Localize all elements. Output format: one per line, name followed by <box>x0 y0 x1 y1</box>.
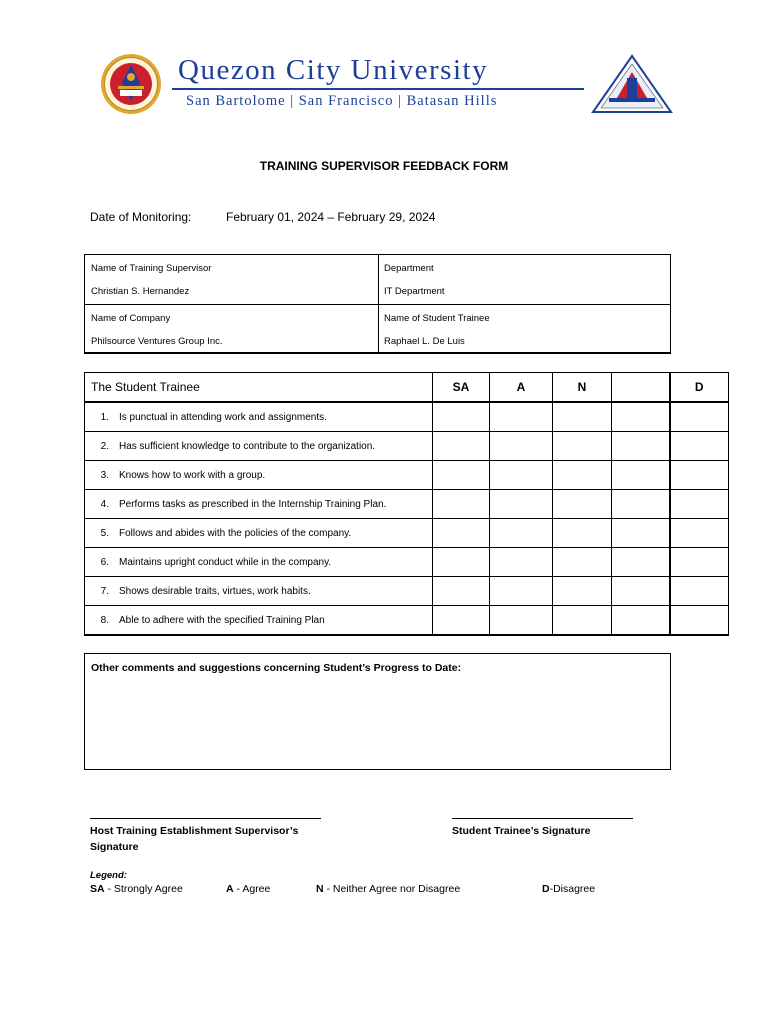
rating-cell-blank[interactable] <box>612 490 670 519</box>
campus-list: San Bartolome | San Francisco | Batasan Hills <box>186 93 498 109</box>
rating-cell-blank[interactable] <box>612 519 670 548</box>
rating-cell-blank[interactable] <box>612 432 670 461</box>
criterion-cell <box>85 577 433 606</box>
rating-cell-d[interactable] <box>670 519 729 548</box>
legend-title: Legend: <box>90 870 127 881</box>
column-header-n: N <box>553 373 612 403</box>
legend-item-a <box>226 883 270 895</box>
rating-cell-a[interactable] <box>490 519 553 548</box>
rating-cell-d[interactable] <box>670 548 729 577</box>
legend-text: -Disagree <box>549 883 596 895</box>
criterion-cell <box>85 606 433 636</box>
criterion-text: Knows how to work with a group. <box>119 469 266 481</box>
criterion-text: Performs tasks as prescribed in the Internship Training Plan. <box>119 498 387 510</box>
table-row <box>85 432 729 461</box>
rating-cell-n[interactable] <box>553 432 612 461</box>
rating-cell-a[interactable] <box>490 577 553 606</box>
rating-cell-blank[interactable] <box>612 548 670 577</box>
rating-cell-d[interactable] <box>670 606 729 636</box>
rating-cell-sa[interactable] <box>433 577 490 606</box>
table-row <box>85 461 729 490</box>
rating-cell-n[interactable] <box>553 548 612 577</box>
table-row <box>85 490 729 519</box>
legend-code: A <box>226 883 234 895</box>
column-header-d: D <box>670 373 729 403</box>
rating-cell-d[interactable] <box>670 461 729 490</box>
legend-text: - Neither Agree nor Disagree <box>323 883 461 895</box>
evaluation-header-label: The Student Trainee <box>85 373 433 403</box>
table-row <box>85 402 729 432</box>
criterion-cell <box>85 402 433 432</box>
quezon-city-seal-logo <box>591 54 673 114</box>
header-rule <box>172 88 584 90</box>
trainee-value: Raphael L. De Luis <box>384 336 465 347</box>
rating-cell-n[interactable] <box>553 519 612 548</box>
rating-cell-sa[interactable] <box>433 461 490 490</box>
rating-cell-blank[interactable] <box>612 606 670 636</box>
department-value: IT Department <box>384 286 445 297</box>
department-label: Department <box>384 263 434 274</box>
criterion-cell <box>85 519 433 548</box>
info-table <box>84 254 671 354</box>
criterion-number: 3. <box>100 469 109 481</box>
criterion-cell <box>85 548 433 577</box>
criterion-cell <box>85 490 433 519</box>
criterion-text: Able to adhere with the specified Training Plan <box>119 614 325 626</box>
criterion-number: 1. <box>100 411 109 423</box>
legend-code: D <box>542 883 550 895</box>
criterion-text: Follows and abides with the policies of the company. <box>119 527 352 539</box>
rating-cell-a[interactable] <box>490 490 553 519</box>
supervisor-label: Name of Training Supervisor <box>91 263 212 274</box>
criterion-text: Is punctual in attending work and assignments. <box>119 411 327 423</box>
criterion-number: 8. <box>100 614 109 626</box>
criterion-number: 5. <box>100 527 109 539</box>
rating-cell-a[interactable] <box>490 606 553 636</box>
rating-cell-a[interactable] <box>490 548 553 577</box>
trainee-signature-label: Student Trainee’s Signature <box>452 825 591 837</box>
date-of-monitoring-label: Date of Monitoring: <box>90 210 192 224</box>
criterion-text: Shows desirable traits, virtues, work habits. <box>119 585 311 597</box>
criterion-text: Maintains upright conduct while in the company. <box>119 556 332 568</box>
column-header-blank <box>612 373 670 403</box>
criterion-cell <box>85 432 433 461</box>
trainee-label: Name of Student Trainee <box>384 313 490 324</box>
criterion-text: Has sufficient knowledge to contribute to the organization. <box>119 440 376 452</box>
comments-box[interactable] <box>84 653 671 770</box>
criterion-cell <box>85 461 433 490</box>
table-row <box>85 548 729 577</box>
legend-text: - Strongly Agree <box>104 883 183 895</box>
rating-cell-d[interactable] <box>670 577 729 606</box>
rating-cell-n[interactable] <box>553 461 612 490</box>
form-title: TRAINING SUPERVISOR FEEDBACK FORM <box>259 159 509 173</box>
qcu-seal-logo <box>100 53 162 115</box>
rating-cell-blank[interactable] <box>612 402 670 432</box>
criterion-number: 7. <box>100 585 109 597</box>
rating-cell-sa[interactable] <box>433 432 490 461</box>
legend-item-sa <box>90 883 183 895</box>
rating-cell-sa[interactable] <box>433 490 490 519</box>
supervisor-signature-line[interactable] <box>90 818 321 819</box>
legend-code: SA <box>90 883 105 895</box>
rating-cell-sa[interactable] <box>433 402 490 432</box>
rating-cell-n[interactable] <box>553 402 612 432</box>
rating-cell-d[interactable] <box>670 490 729 519</box>
rating-cell-d[interactable] <box>670 402 729 432</box>
column-header-sa: SA <box>433 373 490 403</box>
info-table-divider <box>85 304 670 305</box>
company-label: Name of Company <box>91 313 171 324</box>
rating-cell-sa[interactable] <box>433 606 490 636</box>
rating-cell-blank[interactable] <box>612 461 670 490</box>
rating-cell-d[interactable] <box>670 432 729 461</box>
legend-item-d <box>542 883 595 895</box>
criterion-number: 4. <box>100 498 109 510</box>
legend-item-n <box>316 883 460 895</box>
column-header-a: A <box>490 373 553 403</box>
university-name: Quezon City University <box>178 54 489 86</box>
rating-cell-sa[interactable] <box>433 548 490 577</box>
supervisor-signature-label: Host Training Establishment Supervisor’s Signature <box>90 825 299 853</box>
trainee-signature-line[interactable] <box>452 818 633 819</box>
legend-code: N <box>316 883 324 895</box>
rating-cell-n[interactable] <box>553 490 612 519</box>
company-value: Philsource Ventures Group Inc. <box>91 336 223 347</box>
legend-text: - Agree <box>233 883 271 895</box>
comments-label: Other comments and suggestions concerning Student’s Progress to Date: <box>91 662 462 674</box>
table-row <box>85 606 729 636</box>
table-row <box>85 577 729 606</box>
rating-cell-blank[interactable] <box>612 577 670 606</box>
table-row <box>85 519 729 548</box>
rating-cell-sa[interactable] <box>433 519 490 548</box>
rating-cell-a[interactable] <box>490 461 553 490</box>
rating-cell-n[interactable] <box>553 606 612 636</box>
rating-cell-n[interactable] <box>553 577 612 606</box>
criterion-number: 2. <box>100 440 109 452</box>
rating-cell-a[interactable] <box>490 432 553 461</box>
supervisor-value: Christian S. Hernandez <box>91 286 190 297</box>
criterion-number: 6. <box>100 556 109 568</box>
date-of-monitoring-value: February 01, 2024 – February 29, 2024 <box>226 210 436 224</box>
rating-cell-a[interactable] <box>490 402 553 432</box>
evaluation-table <box>84 372 729 636</box>
